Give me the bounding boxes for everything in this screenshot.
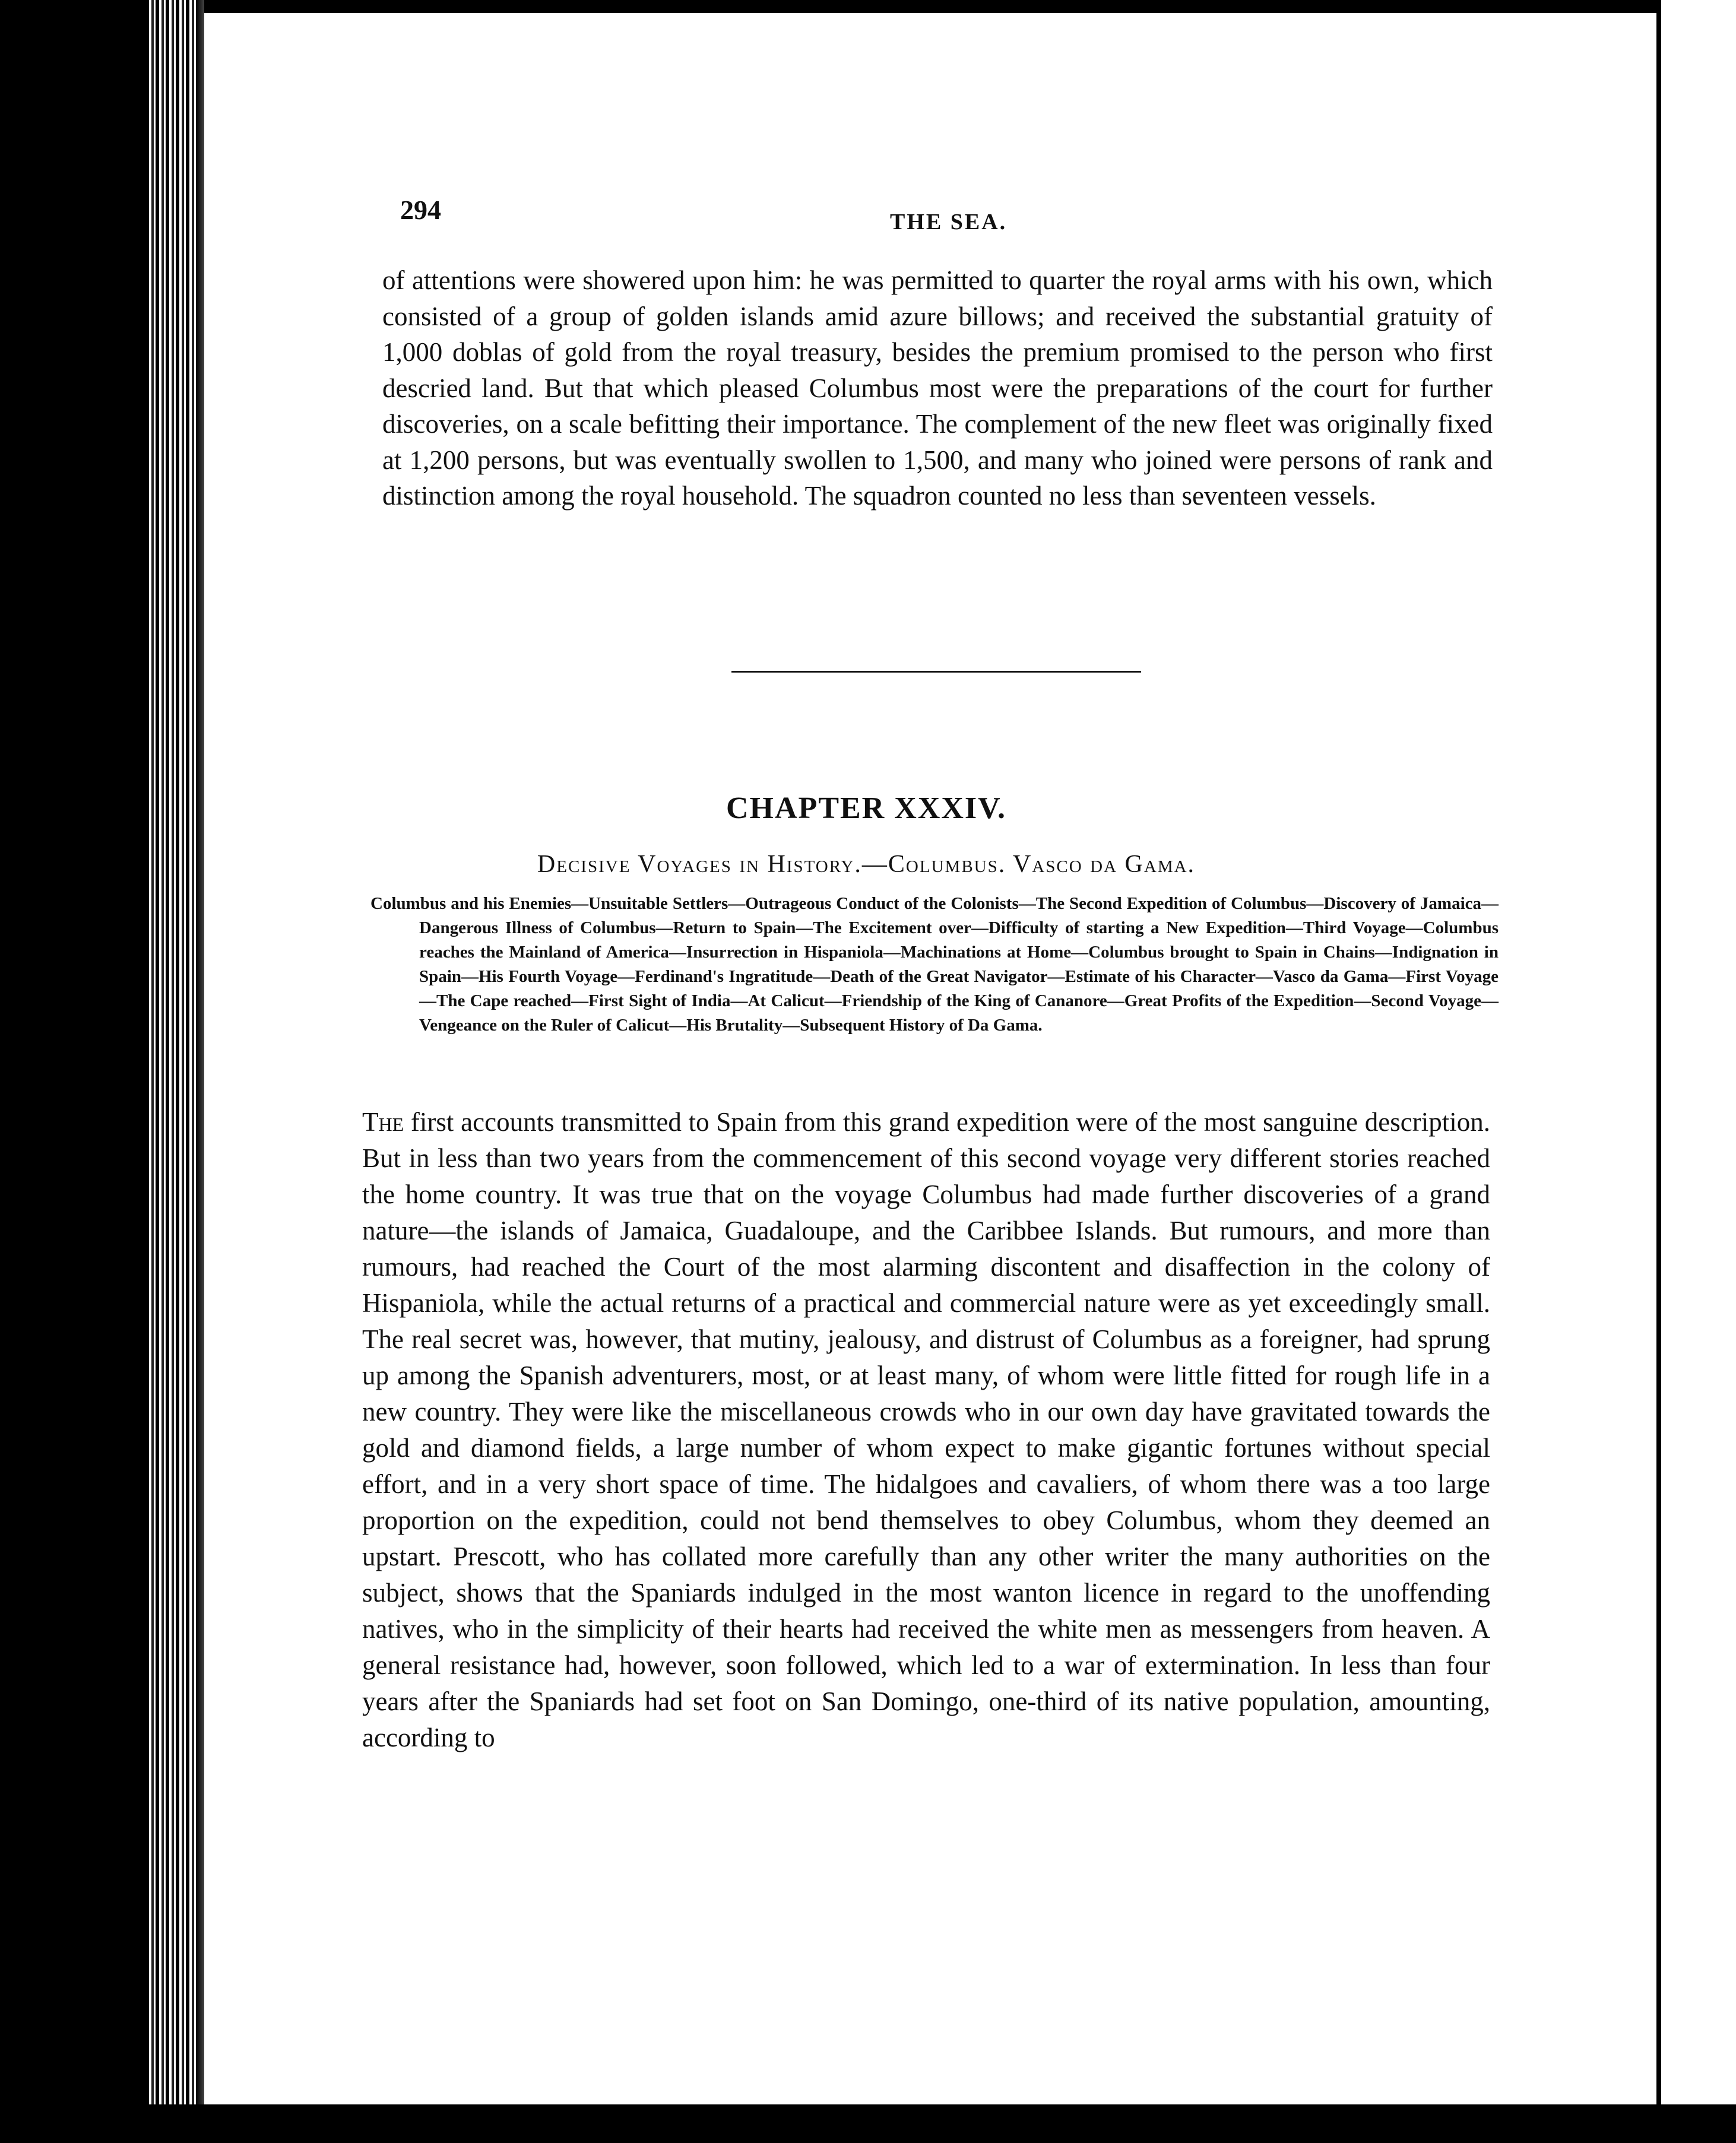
scan-border-bottom xyxy=(0,2104,1736,2143)
scan-border-left xyxy=(0,0,145,2143)
page-number: 294 xyxy=(400,195,441,225)
chapter-subtitle: Decisive Voyages in History.—Columbus. Vasco da Gama. xyxy=(537,851,1196,878)
body-paragraph-text xyxy=(362,1104,1490,1756)
book-page xyxy=(204,13,1656,2104)
gutter-shadow xyxy=(196,0,204,2143)
running-head: THE SEA. xyxy=(890,210,1008,234)
body-text: first accounts transmitted to Spain from this grand expedition were of the most sanguine description. But in less than two years from the commencement of this second voyage very different stories reached the home country. It was true that on the voyage Columbus had made further discoveries of a grand nature—the islands of Jamaica, Guadaloupe, and the Caribbee Islands. But rumours, and more than rumours, had reached the Court of the most alarming discontent and disaffection in the colony of Hispaniola, while the actual returns of a practical and commercial nature were as yet exceedingly small. The real secret was, however, that mutiny, jealousy, and distrust of Columbus as a foreigner, had sprung up among the Spanish adventurers, most, or at least many, of whom were little fitted for rough life in a new country. They were like the miscellaneous crowds who in our own day have gravitated towards the gold and diamond fields, a large number of whom expect to make gigantic fortunes without special effort, and in a very short space of time. The hidalgoes and cavaliers, of whom there was a too large proportion on the expedition, could not bend themselves to obey Columbus, whom they deemed an upstart. Prescott, who has collated more carefully than any other writer the many authorities on the subject, shows that the Spaniards indulged in the most wanton licence in regard to the unoffending natives, who in the simplicity of their hearts had received the white men as messengers from heaven. A general resistance had, however, soon followed, which led to a war of extermination. In less than four years after the Spaniards had set foot on San Domingo, one-third of its native population, amounting, according to xyxy=(362,1107,1490,1752)
page-edges-stack xyxy=(145,0,202,2143)
chapter-title: CHAPTER XXXIV. xyxy=(726,791,1006,825)
section-divider-rule xyxy=(731,671,1141,673)
continued-paragraph xyxy=(382,262,1493,514)
facing-page-strip xyxy=(1661,0,1736,2104)
continued-paragraph-text: of attentions were showered upon him: he was permitted to quarter the royal arms with his own, which consisted of a group of golden islands amid azure billows; and received the substantial gratuity of 1,000 doblas of gold from the royal treasury, besides the premium promised to the person who first descried land. But that which pleased Columbus most were the preparations of the court for further discoveries, on a scale befitting their importance. The complement of the new fleet was originally fixed at 1,200 persons, but was eventually swollen to 1,500, and many who joined were persons of rank and distinction among the royal household. The squadron counted no less than seventeen vessels. xyxy=(382,265,1493,511)
scan-border-top xyxy=(0,0,1736,13)
page-edge-right xyxy=(1656,0,1661,2104)
body-paragraph xyxy=(362,1104,1490,1756)
lead-word: The xyxy=(362,1107,404,1137)
chapter-synopsis: Columbus and his Enemies—Unsuitable Settlers—Outrageous Conduct of the Colonists—The Second Expedition of Columbus—Discovery of Jamaica—Dangerous Illness of Columbus—Return to Spain—The Excitement over—Difficulty of starting a New Expedition—Third Voyage—Columbus reaches the Mainland of America—Insurrection in Hispaniola—Machinations at Home—Columbus brought to Spain in Chains—Indignation in Spain—His Fourth Voyage—Ferdinand's Ingratitude—Death of the Great Navigator—Estimate of his Character—Vasco da Gama—First Voyage—The Cape reached—First Sight of India—At Calicut—Friendship of the King of Cananore—Great Profits of the Expedition—Second Voyage—Vengeance on the Ruler of Calicut—His Brutality—Subsequent History of Da Gama. xyxy=(370,894,1499,1035)
